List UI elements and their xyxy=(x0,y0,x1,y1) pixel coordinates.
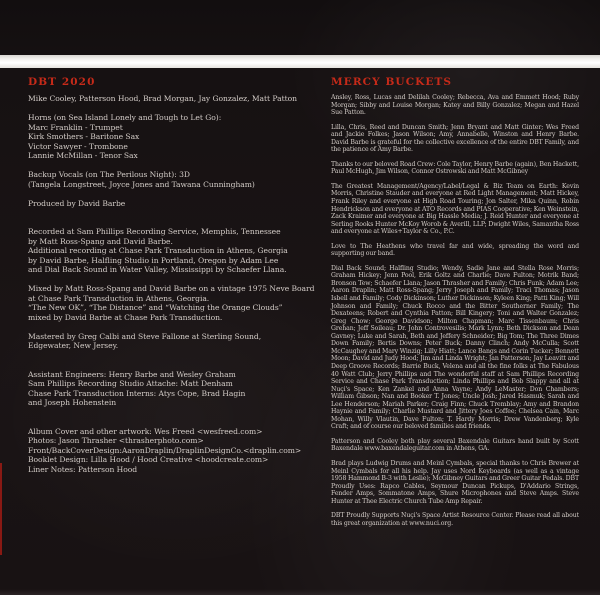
credit-line: Horns (on Sea Island Lonely and Tough to Let Go): xyxy=(28,113,222,122)
credit-line: “The New OK”, “The Distance” and “Watching the Orange Clouds” xyxy=(28,303,283,312)
credit-line xyxy=(28,360,314,370)
credit-line xyxy=(28,417,314,427)
credit-line xyxy=(28,408,314,418)
thanks-paragraph: The Greatest Management/Agency/Label/Legal & Biz Team on Earth: Kevin Morris, Christine Stauder and everyone at Red Light Management; Matt Hickey, Frank Riley and everyone at High Road Touring; Jon Salter, Mika Quinn, Robin Hendrickson and everyone at ATO Records and PIAS Cooperative; Ken Weinstein, Zack Kraimer and everyone at Big Hassle Media; J. Reid Hunter and everyone at Serling Rooks Hunter McKoy Worob & Averill, LLP; Dwight Wiles, Samantha Ross and everyone at Wiles+Taylor & Co., P.C. xyxy=(331,182,579,236)
credit-line: Additional recording at Chase Park Transduction in Athens, Georgia xyxy=(28,246,288,255)
credit-line: and Joseph Hohenstein xyxy=(28,398,117,407)
credit-line: Album Cover and other artwork: Wes Freed <wesfreed.com> xyxy=(28,426,263,436)
thanks-paragraph: Brad plays Ludwig Drums and Meinl Cymbals, special thanks to Chris Brewer at Meinl Cymbals for all his help. Jay uses Nord Keyboards (as well as a vintage 1958 Hammond B-3 with Leslie); McGibney Guitars and Greer Guitar Pedals. DBT Proudly Uses: Rapco Cables, Seymour Duncan Pickups, D'Addario Strings, Fender Amps, Sommatone Amps, Shure Microphones and Steve Amps. Steve Hunter at Thee Electric Church Tube Amp Repair. xyxy=(331,459,579,505)
credit-line xyxy=(28,189,314,199)
right-column-thanks xyxy=(331,94,579,527)
left-column xyxy=(28,76,314,474)
thanks-paragraph: Love to The Heathens who travel far and wide, spreading the word and supporting our band. xyxy=(331,242,579,258)
credit-line: Recorded at Sam Phillips Recording Service, Memphis, Tennessee xyxy=(28,227,281,236)
credit-line: and Dial Back Sound in Water Valley, Mississippi by Schaefer Llana. xyxy=(28,265,287,274)
credit-line: Sam Phillips Recording Studio Attache: Matt Denham xyxy=(28,379,233,388)
thanks-paragraph: Dial Back Sound; Halfling Studio; Wendy, Sadie Jane and Stella Rose Morris; Graham Hickey; Jenn Pool, Erik Goltz and Charlie; Dave Fulton; Motrik Band; Bronson Tew; Schaefer Llana; Jason Thrasher and Family; Chris Funk; Adam Lee; Aaron Draplin; Matt Ross-Spang; Jerry Joseph and Family; Traci Thomas; Jason Isbell and Family; Cody Dickinson; Luther Dickinson; Kyleen King; Patti King; Will Johnson and Family; Chuck Rocco and the Bitter Southerner Family; The Dexateens; Robert and Cynthia Patton; Bill Kingery; Toni and Walter Gonzalez; Greg Chow; George Davidson; Milton Chapman; Marc Tissenbaum; Chris Grehan; Jeff Soileau; Dr. John Controvesilis; Mark Lynn; Beth Dickson and Dean Gavney; Luke and Sarah, Beth and Jeffery Schneider; Big Tom; The Three Dimes Down Family; Bertis Downs; Peter Buck; Danny Clinch; Andy McCulla; Scott McCaughey and Mary Winzig; Lilly Hiatt; Lance Bangs and Corin Tucker; Bennett Moon; David and Judy Hood; Jim and Linda Wright; Jan Patterson; Jay Leavitt and Deep Groove Records; Barrie Buck, Velena and all the fine folks at The Fabulous 40 Watt Club; Jerry Phillips and The wonderful staff at Sam Phillips Recording Service and Chase Park Transduction; Linda Phillips and Bob Slappy and all at Nuçi's Space; Ken Zankel and Anna Vayne; Andy LeMaster; Don Chambers; William Gibson; Nan and Booker T. Jones; Uncle Josh; Jared Hasmuk; Sarah and Lee Henderson; Mariah Parker; Craig Finn; Chuck Tremblay; Amy and Brandon Haynie and Family; Charlie Mustard and Jittery Joes Coffee; Chelsea Cain, Marc Mohan, Willy Vlautin, Dave Fulton; T. Hardy Morris; Drew Vandenberg; Kyle Craft; and of course our beloved families and friends. xyxy=(331,264,579,431)
credit-line xyxy=(28,275,314,285)
credit-line: at Chase Park Transduction in Athens, Georgia. xyxy=(28,293,210,303)
thanks-paragraph: Lilla, Chris, Reed and Duncan Smith; Jenn Bryant and Matt Ginter; Wes Freed and Jackie Folkes; Jason Wilson; Amy, Annabelle, Winston and Henry Barbe. David Barbe is grateful for the collective excellence of the entire DBT Family, and the patience of Amy Barbe. xyxy=(331,123,579,154)
credit-line: Mike Cooley, Patterson Hood, Brad Morgan, Jay Gonzalez, Matt Patton xyxy=(28,94,297,103)
credit-line: Mixed by Matt Ross-Spang and David Barbe on a vintage 1975 Neve Board xyxy=(28,284,315,293)
credit-line: Mastered by Greg Calbi and Steve Fallone at Sterling Sound, xyxy=(28,331,262,341)
scan-bottom-edge xyxy=(0,589,600,595)
credit-line: Produced by David Barbe xyxy=(28,198,126,208)
credit-line: Front/BackCoverDesign:AaronDraplin/DraplinDesignCo.<draplin.com> xyxy=(28,445,302,455)
credit-line xyxy=(28,322,314,332)
left-column-header: DBT 2020 xyxy=(28,76,96,88)
credit-line: Edgewater, New Jersey. xyxy=(28,341,119,350)
credit-line: Assistant Engineers: Henry Barbe and Wesley Graham xyxy=(28,369,236,379)
credit-line: Booklet Design: Lilla Hood / Hood Creative <hoodcreate.com> xyxy=(28,455,269,464)
credit-line: Photos: Jason Thrasher <thrasherphoto.com> xyxy=(28,436,204,445)
thanks-paragraph: DBT Proudly Supports Nuçi's Space Artist Resource Center. Please read all about this great organization at www.nuci.org. xyxy=(331,512,579,527)
credit-line: Lannie McMillan - Tenor Sax xyxy=(28,151,138,160)
credit-line xyxy=(28,351,314,361)
thanks-paragraph: Ansley, Ross, Lucas and Delilah Cooley; Rebecca, Ava and Emmett Hood; Ruby Morgan; Sibby and Louise Morgan; Katey and Billy Gonzalez; Megan and Hazel Sue Patton. xyxy=(331,94,579,117)
thanks-paragraph: Patterson and Cooley both play several Baxendale Guitars hand built by Scott Baxendale www.baxendaleguitar.com in Athens, GA. xyxy=(331,437,579,453)
right-column-header: MERCY BUCKETS xyxy=(331,76,453,88)
credit-line: by David Barbe, Halfling Studio in Portland, Oregon by Adam Lee xyxy=(28,255,279,265)
credit-line xyxy=(28,104,314,114)
credit-line: Liner Notes: Patterson Hood xyxy=(28,464,138,474)
credit-line: Backup Vocals (on The Perilous Night): 3D xyxy=(28,170,190,179)
credit-line: Marc Franklin - Trumpet xyxy=(28,122,123,132)
right-column xyxy=(331,76,579,534)
left-column-credits xyxy=(28,94,314,474)
credit-line: Victor Sawyer - Trombone xyxy=(28,141,128,151)
credit-line xyxy=(28,218,314,228)
scan-white-strip xyxy=(0,55,600,68)
credit-line: by Matt Ross-Spang and David Barbe. xyxy=(28,236,173,246)
credit-line xyxy=(28,208,314,218)
thanks-paragraph: Thanks to our beloved Road Crew: Cole Taylor, Henry Barbe (again), Ben Hackett, Paul McHugh, Jim Wilson, Connor Ostrowski and Matt McGibney xyxy=(331,160,579,176)
credit-line: mixed by David Barbe at Chase Park Transduction. xyxy=(28,312,223,322)
credit-line: Kirk Smothers - Baritone Sax xyxy=(28,132,140,141)
credit-line: Chase Park Transduction Interns: Atys Cope, Brad Hagin xyxy=(28,388,246,398)
page-edge-red-sliver xyxy=(0,463,2,555)
credit-line: (Tangela Longstreet, Joyce Jones and Tawana Cunningham) xyxy=(28,179,255,189)
credit-line xyxy=(28,161,314,171)
